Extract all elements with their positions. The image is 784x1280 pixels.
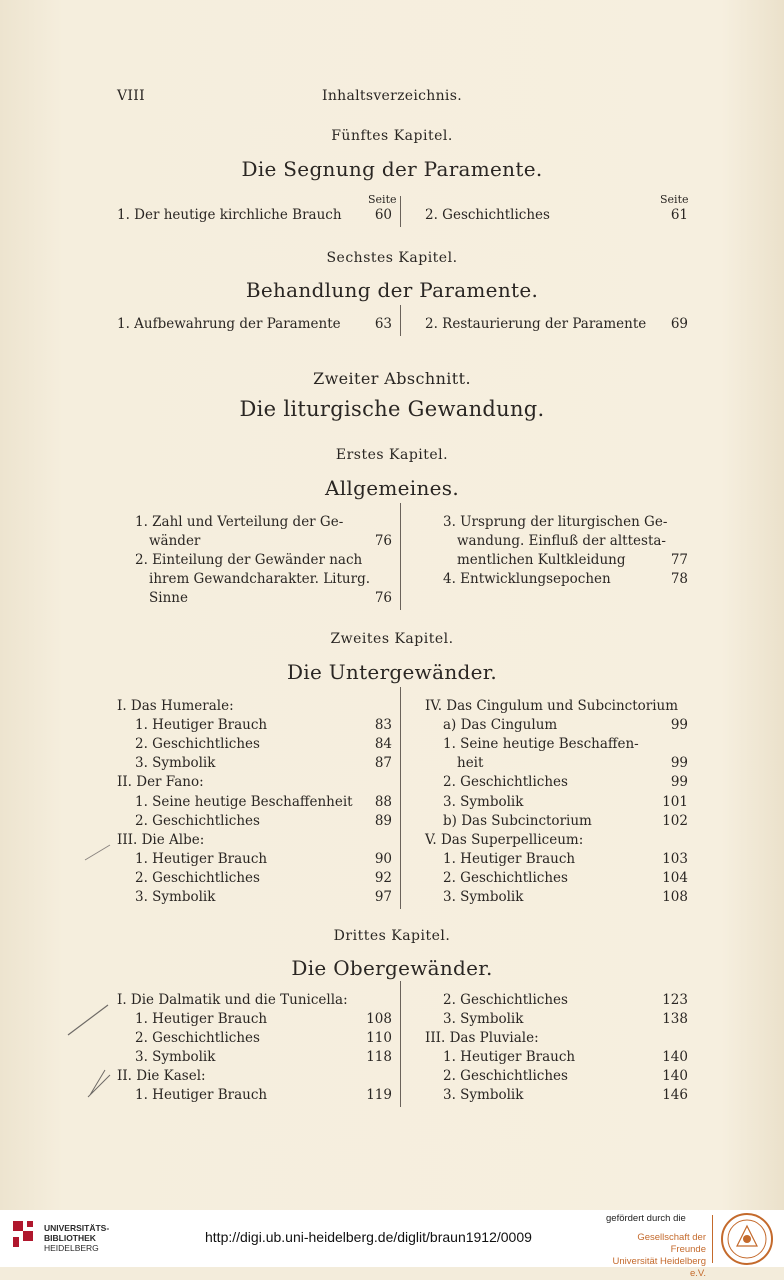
toc-page-number: 90 bbox=[374, 850, 392, 867]
seite-label-right: Seite bbox=[660, 193, 689, 206]
toc-entry-text: 2. Geschichtliches bbox=[135, 812, 260, 829]
sponsor-line-2: Universität Heidelberg e.V. bbox=[612, 1256, 706, 1279]
toc-page-number: 92 bbox=[374, 869, 392, 886]
toc-page-number: 138 bbox=[662, 1011, 688, 1027]
toc-entry-text: 2. Geschichtliches bbox=[443, 869, 568, 886]
toc-entry-text: b) Das Subcinctorium bbox=[443, 812, 592, 829]
toc-entry-text: Sinne bbox=[149, 590, 188, 606]
toc-entry-text: 1. Heutiger Brauch bbox=[135, 1087, 268, 1103]
toc-entry-text: IV. Das Cingulum und Subcinctorium bbox=[425, 698, 679, 714]
toc-page-number: 76 bbox=[374, 590, 392, 606]
toc-page-number: 63 bbox=[374, 316, 392, 332]
column-divider bbox=[400, 981, 401, 1107]
abschnitt-title: Die liturgische Gewandung. bbox=[239, 397, 545, 421]
toc-entry-text: 2. Geschichtliches bbox=[135, 1030, 260, 1046]
library-name bbox=[44, 1223, 109, 1253]
toc-page-number: 61 bbox=[670, 207, 688, 223]
toc-entry-text: 1. Heutiger Brauch bbox=[443, 1049, 576, 1065]
footer-divider bbox=[712, 1215, 713, 1263]
toc-entry-text: 3. Symbolik bbox=[443, 793, 524, 810]
toc-page-number: 108 bbox=[662, 889, 688, 905]
chapter-title-5: Die Segnung der Paramente. bbox=[241, 157, 543, 181]
chapter-label-3: Drittes Kapitel. bbox=[333, 928, 451, 944]
toc-entry-text: III. Die Albe: bbox=[117, 831, 205, 848]
seite-label-left: Seite bbox=[368, 193, 397, 206]
chapter-title-2: Die Untergewänder. bbox=[286, 660, 498, 684]
toc-page-number: 87 bbox=[374, 755, 392, 772]
toc-entry-text: 3. Symbolik bbox=[443, 889, 524, 905]
toc-page-number: 69 bbox=[670, 316, 688, 332]
chapter-title-1: Allgemeines. bbox=[324, 476, 459, 500]
toc-page-number: 118 bbox=[366, 1049, 392, 1065]
toc-entry-text: 1. Heutiger Brauch bbox=[135, 850, 268, 867]
sponsor-name bbox=[606, 1232, 706, 1280]
toc-page-number: 140 bbox=[662, 1068, 688, 1084]
library-line-2: BIBLIOTHEK bbox=[44, 1233, 96, 1243]
toc-page-number: 89 bbox=[374, 812, 392, 829]
toc-page-number: 140 bbox=[662, 1049, 688, 1065]
toc-entry-text: a) Das Cingulum bbox=[443, 717, 558, 734]
toc-page-number: 99 bbox=[670, 717, 688, 734]
toc-page-number: 101 bbox=[662, 793, 688, 810]
chapter-label-5: Fünftes Kapitel. bbox=[331, 128, 453, 144]
toc-entry-text: II. Die Kasel: bbox=[117, 1068, 206, 1084]
column-divider bbox=[400, 687, 401, 909]
chapter-label-2: Zweites Kapitel. bbox=[330, 631, 454, 647]
toc-page-number: 76 bbox=[374, 533, 392, 549]
toc-entry-text: 1. Aufbewahrung der Paramente bbox=[117, 316, 341, 332]
toc-entry-text: 2. Geschichtliches bbox=[443, 992, 568, 1008]
toc-entry-text: 4. Entwicklungsepochen bbox=[443, 571, 611, 587]
toc-entry-text: 1. Heutiger Brauch bbox=[443, 850, 576, 867]
toc-entry-text: 3. Symbolik bbox=[135, 755, 216, 772]
toc-page-number: 78 bbox=[670, 571, 688, 587]
toc-entry-text: 2. Einteilung der Gewänder nach bbox=[135, 552, 363, 568]
toc-entry-text: V. Das Superpelliceum: bbox=[425, 831, 584, 848]
toc-entry-text: wandung. Einfluß der alttesta- bbox=[457, 533, 666, 549]
toc-entry-text: 2. Geschichtliches bbox=[443, 774, 568, 791]
sponsor-caption: gefördert durch die bbox=[606, 1213, 686, 1224]
toc-entry-text: 2. Geschichtliches bbox=[443, 1068, 568, 1084]
pencil-marks bbox=[60, 835, 120, 1115]
column-divider bbox=[400, 305, 401, 336]
toc-entry-text: 1. Zahl und Verteilung der Ge- bbox=[135, 514, 344, 530]
column-divider bbox=[400, 196, 401, 227]
toc-entry-text: 1. Seine heutige Beschaffenheit bbox=[135, 793, 353, 810]
toc-entry-text: I. Das Humerale: bbox=[117, 698, 234, 714]
toc-entry-text: III. Das Pluviale: bbox=[425, 1030, 539, 1046]
university-seal-icon bbox=[720, 1212, 774, 1266]
toc-page-number: 104 bbox=[662, 869, 688, 886]
toc-entry-text: 3. Symbolik bbox=[443, 1011, 524, 1027]
column-divider bbox=[400, 503, 401, 610]
toc-entry-text: mentlichen Kultkleidung bbox=[457, 552, 626, 568]
library-line-3: HEIDELBERG bbox=[44, 1243, 99, 1253]
library-line-1: UNIVERSITÄTS- bbox=[44, 1223, 110, 1233]
toc-page-number: 97 bbox=[374, 889, 392, 905]
toc-entry-text: 3. Symbolik bbox=[135, 889, 216, 905]
toc-page-number: 123 bbox=[662, 992, 688, 1008]
toc-page-number: 83 bbox=[374, 717, 392, 734]
toc-entry-text: heit bbox=[457, 755, 484, 772]
toc-page-number: 99 bbox=[670, 774, 688, 791]
chapter-label-1: Erstes Kapitel. bbox=[335, 447, 449, 463]
page-number: VIII bbox=[117, 88, 145, 104]
permalink-url[interactable]: http://digi.ub.uni-heidelberg.de/diglit/braun1912/0009 bbox=[205, 1229, 532, 1245]
toc-page-number: 103 bbox=[662, 850, 688, 867]
toc-entry-text: 1. Heutiger Brauch bbox=[135, 1011, 268, 1027]
toc-entry-text: 2. Geschichtliches bbox=[135, 736, 260, 753]
toc-page-number: 110 bbox=[366, 1030, 392, 1046]
library-logo-icon bbox=[10, 1217, 36, 1251]
toc-entry-text: ihrem Gewandcharakter. Liturg. bbox=[149, 571, 371, 587]
toc-entry-text: I. Die Dalmatik und die Tunicella: bbox=[117, 992, 348, 1008]
chapter-title-3: Die Obergewänder. bbox=[291, 956, 493, 980]
toc-page-number: 84 bbox=[374, 736, 392, 753]
toc-entry-text: 1. Der heutige kirchliche Brauch bbox=[117, 207, 342, 223]
chapter-label-6: Sechstes Kapitel. bbox=[326, 250, 458, 266]
toc-entry-text: 3. Symbolik bbox=[135, 1049, 216, 1065]
toc-page-number: 88 bbox=[374, 793, 392, 810]
toc-entry-text: II. Der Fano: bbox=[117, 774, 204, 791]
toc-page-number: 102 bbox=[662, 812, 688, 829]
toc-page-number: 108 bbox=[366, 1011, 392, 1027]
toc-entry-text: 1. Heutiger Brauch bbox=[135, 717, 268, 734]
toc-page-number: 119 bbox=[366, 1087, 392, 1103]
toc-page-number: 146 bbox=[662, 1087, 688, 1103]
running-title: Inhaltsverzeichnis. bbox=[322, 88, 462, 104]
toc-entry-text: 2. Geschichtliches bbox=[135, 869, 260, 886]
toc-entry-text: 3. Symbolik bbox=[443, 1087, 524, 1103]
toc-entry-text: 2. Geschichtliches bbox=[425, 207, 550, 223]
sponsor-line-1: Gesellschaft der Freunde bbox=[637, 1232, 706, 1255]
toc-page-number: 60 bbox=[374, 207, 392, 223]
toc-entry-text: 1. Seine heutige Beschaffen- bbox=[443, 736, 639, 753]
toc-entry-text: 3. Ursprung der liturgischen Ge- bbox=[443, 514, 668, 530]
toc-entry-text: 2. Restaurierung der Paramente bbox=[425, 316, 647, 332]
abschnitt-label: Zweiter Abschnitt. bbox=[313, 369, 471, 388]
toc-page-number: 77 bbox=[670, 552, 688, 568]
chapter-title-6: Behandlung der Paramente. bbox=[245, 278, 539, 302]
toc-entry-text: wänder bbox=[149, 533, 201, 549]
toc-page-number: 99 bbox=[670, 755, 688, 772]
